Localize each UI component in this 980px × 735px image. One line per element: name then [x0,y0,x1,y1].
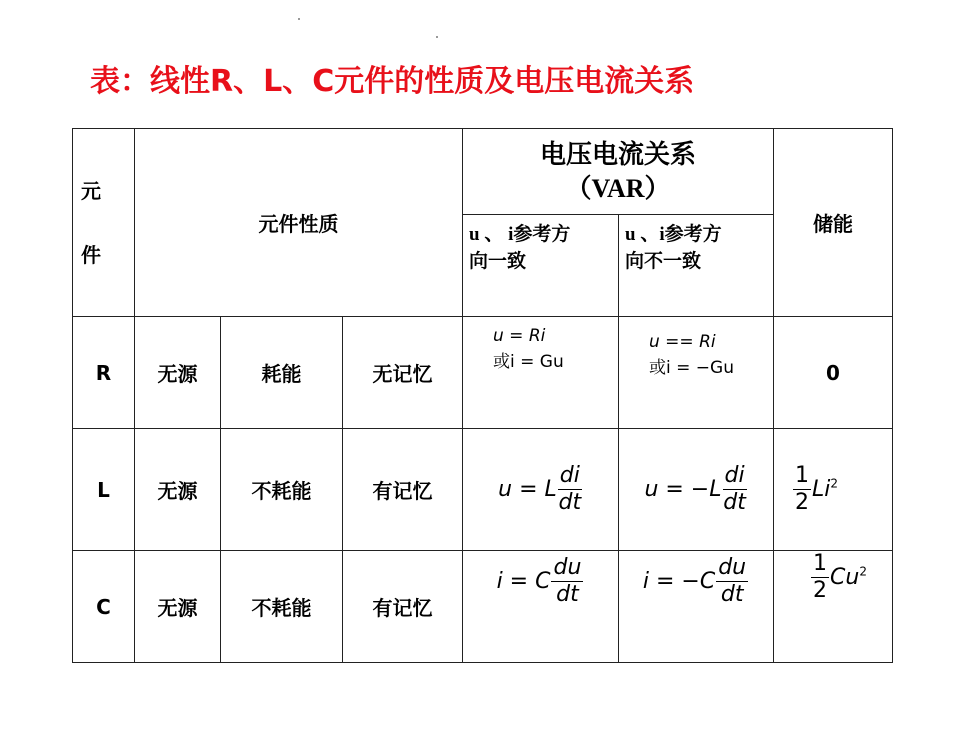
table-row [73,429,893,551]
source-cell: 无源 [135,429,221,551]
memory-cell: 无记忆 [343,317,463,429]
source-cell: 无源 [135,551,221,663]
dissipation-cell: 耗能 [221,317,343,429]
table-row [73,317,893,429]
var-same-cell: u = Ri 或i = Gu [463,317,619,429]
stray-dot [298,18,300,20]
page-title: 表：线性R、L、C元件的性质及电压电流关系 [90,64,695,99]
header-var: 电压电流关系 （VAR） [463,129,774,215]
header-element: 元 件 [73,129,135,317]
header-properties: 元件性质 [135,129,463,317]
memory-cell: 有记忆 [343,551,463,663]
stray-dot [436,36,438,38]
var-diff-cell: u == Ri 或i = −Gu [619,317,774,429]
table-row [73,551,893,663]
var-diff-cell: u = −L $\frac{di}{dt}$ [619,429,774,551]
element-cell: C [73,551,135,663]
header-same-direction: u 、 i参考方 向一致 [463,215,619,317]
header-energy: 储能 [774,129,893,317]
element-cell: R [73,317,135,429]
source-cell: 无源 [135,317,221,429]
energy-cell: 0 [774,317,893,429]
dissipation-cell: 不耗能 [221,551,343,663]
var-table [72,128,893,663]
energy-cell: $\frac{1}{2}$ Li$^2$ [774,429,893,551]
var-diff-cell: i = −C $\frac{du}{dt}$ [619,551,774,663]
memory-cell: 有记忆 [343,429,463,551]
element-cell: L [73,429,135,551]
header-diff-direction: u 、i参考方 向不一致 [619,215,774,317]
var-same-cell: i = C $\frac{du}{dt}$ [463,551,619,663]
var-same-cell: u = L $\frac{di}{dt}$ [463,429,619,551]
dissipation-cell: 不耗能 [221,429,343,551]
energy-cell: $\frac{1}{2}$ Cu$^2$ [774,551,893,663]
